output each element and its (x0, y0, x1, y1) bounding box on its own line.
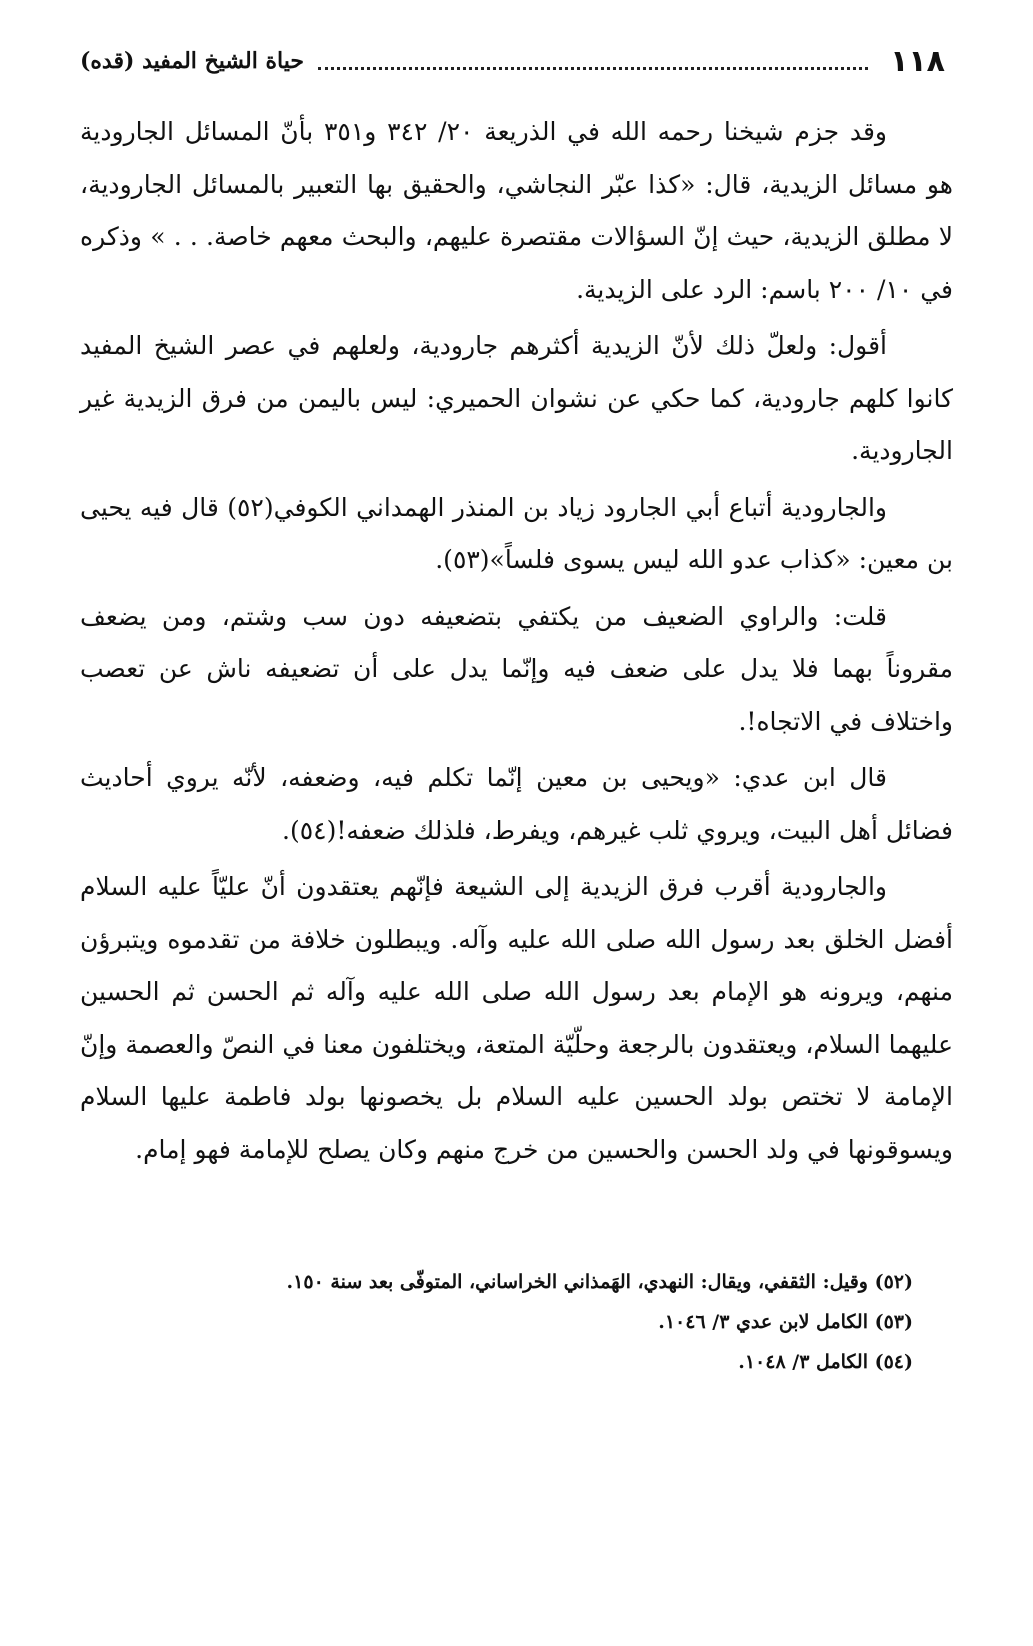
paragraph: والجارودية أقرب فرق الزيدية إلى الشيعة فإنّهم يعتقدون أنّ عليّاً عليه السلام أفضل الخلق بعد رسول الله صلى الله عليه وآله. ويبطلون خلافة من تقدموه ويتبرؤن منهم، ويرونه هو الإمام بعد رسول الله صلى الله عليه وآله ثم الحسن ثم الحسين عليهما السلام، ويعتقدون بالرجعة وحلّيّة المتعة، ويختلفون معنا في النصّ والعصمة وإنّ الإمامة لا تختص بولد الحسين عليه السلام بل يخصونها بولد فاطمة عليها السلام ويسوقونها في ولد الحسن والحسين من خرج منهم وكان يصلح للإمامة فهو إمام. (80, 872, 953, 1164)
paragraph: والجارودية أتباع أبي الجارود زياد بن المنذر الهمداني الكوفي(٥٢) قال فيه يحيى بن معين: «كذاب عدو الله ليس يسوى فلساً»(٥٣). (80, 492, 953, 574)
footnote: (٥٢) وقيل: الثقفي، ويقال: النهدي، الهَمذاني الخراساني، المتوفّى بعد سنة ١٥٠. (286, 1271, 913, 1293)
paragraph: قلت: والراوي الضعيف من يكتفي بتضعيفه دون سب وشتم، ومن يضعف مقروناً بهما فلا يدل على ضعف فيه وإنّما يدل على أن تضعيفه ناش عن تعصب واختلاف في الاتجاه!. (80, 601, 953, 736)
paragraph: قال ابن عدي: «ويحيى بن معين إنّما تكلم فيه، وضعفه، لأنّه يروي أحاديث فضائل أهل البيت، ويروي ثلب غيرهم، ويفرط، فلذلك ضعفه!(٥٤). (80, 763, 953, 845)
footnote: (٥٤) الكامل ٣/ ١٠٤٨. (738, 1351, 913, 1373)
page-header (80, 36, 945, 86)
running-title: حياة الشيخ المفيد (قده) (80, 48, 304, 74)
page-number: ١١٨ (890, 43, 945, 79)
footnotes (80, 1262, 913, 1382)
footnote: (٥٣) الكامل لابن عدي ٣/ ١٠٤٦. (658, 1311, 913, 1333)
paragraph: أقول: ولعلّ ذلك لأنّ الزيدية أكثرهم جارودية، ولعلهم في عصر الشيخ المفيد كانوا كلهم جارودية، كما حكي عن نشوان الحميري: ليس باليمن من فرق الزيدية غير الجارودية. (80, 331, 953, 465)
body-text (80, 106, 953, 1180)
header-dotted-leader (318, 67, 868, 70)
paragraph: وقد جزم شيخنا رحمه الله في الذريعة ٢٠/ ٣٤٢ و٣٥١ بأنّ المسائل الجارودية هو مسائل الزيدية، قال: «كذا عبّر النجاشي، والحقيق بها التعبير بالمسائل الجارودية، لا مطلق الزيدية، حيث إنّ السؤالات مقتصرة عليهم، والبحث معهم خاصة. . . » وذكره في ١٠/ ٢٠٠ باسم: الرد على الزيدية. (80, 117, 953, 304)
